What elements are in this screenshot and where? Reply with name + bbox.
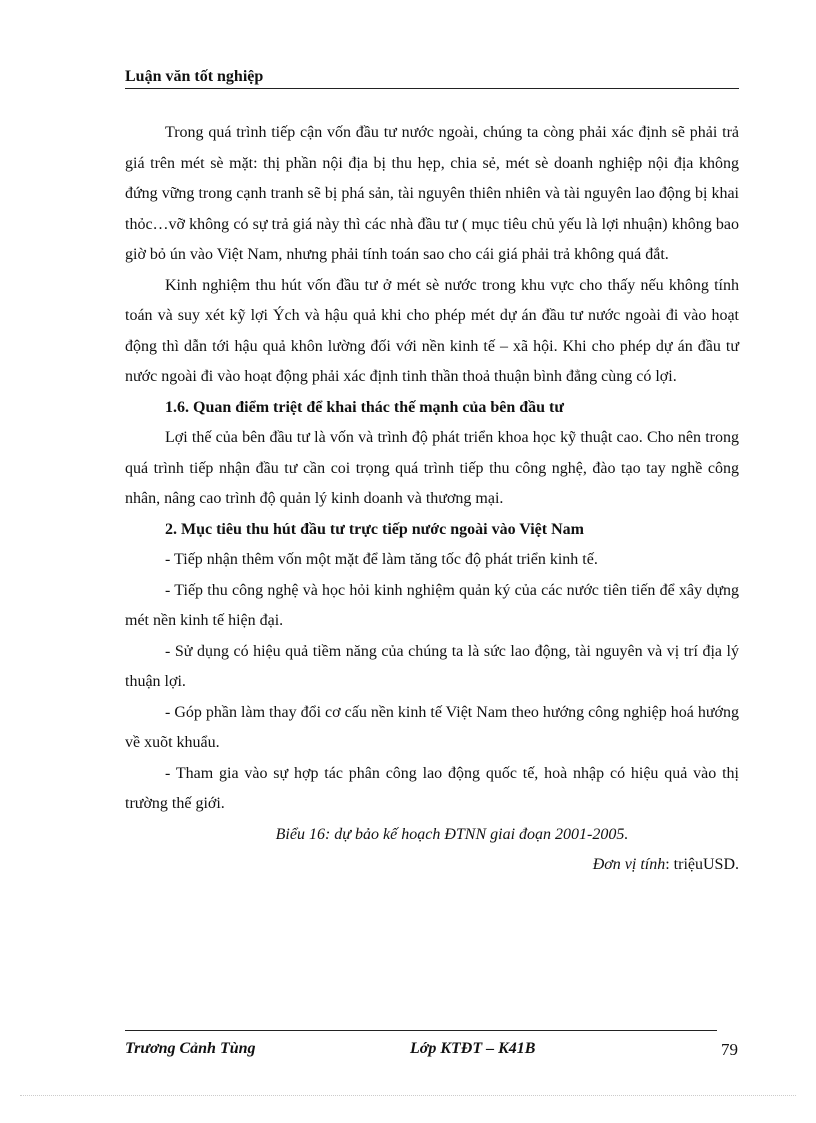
footer-author: Trương Cảnh Tùng — [125, 1040, 256, 1057]
page-number: 79 — [721, 1040, 738, 1059]
table-caption: Biểu 16: dự bảo kế hoạch ĐTNN giai đoạn 2001-2005. — [275, 825, 629, 843]
document-body — [125, 118, 739, 881]
unit-label: Đơn vị tính — [592, 856, 666, 873]
header-title: Luận văn tốt nghiệp — [125, 68, 264, 85]
page-bottom-border — [20, 1095, 796, 1096]
paragraph-cost: Trong quá trình tiếp cận vốn đầu tư nước ngoài, chúng ta còng phải xác định sẽ phải trả giá trên mét sè mặt: thị phần nội địa bị thu hẹp, chia sẻ, mét sè doanh nghiệp nội địa không đứng vững trong cạnh tranh sẽ bị phá sản, tài nguyên thiên nhiên và tài nguyên lao động bị khai thỏc…vỡ không có sự trả giá này thì các nhà đầu tư ( mục tiêu chủ yếu là lợi nhuận) không bao giờ bỏ ún vào Việt Nam, nhưng phải tính toán sao cho cái giá phải trả không quá đắt. — [125, 124, 739, 263]
section-heading-2: 2. Mục tiêu thu hút đầu tư trực tiếp nước ngoài vào Việt Nam — [165, 520, 584, 538]
unit-note — [125, 850, 739, 881]
list-item: - Góp phần làm thay đổi cơ cấu nền kinh tế Việt Nam theo hướng công nghiệp hoá hướng về xuõt khuẩu. — [125, 703, 739, 751]
header-rule — [125, 88, 739, 89]
section-heading-1-6: 1.6. Quan điểm triệt để khai thác thế mạnh của bên đầu tư — [165, 398, 564, 416]
footer-rule — [125, 1030, 717, 1031]
unit-value: : triệuUSD. — [665, 856, 739, 873]
paragraph-experience: Kinh nghiệm thu hút vốn đầu tư ở mét sè nước trong khu vực cho thấy nếu không tính toán và suy xét kỹ lợi Ých và hậu quả khi cho phép mét dự án đầu tư nước ngoài đi vào hoạt động thì dẫn tới hậu quả khôn lường đối với nền kinh tế – xã hội. Khi cho phép dự án đầu tư nước ngoài đi vào hoạt động phải xác định tinh thần thoả thuận bình đẳng cùng có lợi. — [125, 276, 739, 385]
list-item: - Tiếp nhận thêm vốn một mặt để làm tăng tốc độ phát triển kinh tế. — [165, 551, 598, 568]
footer-class: Lớp KTĐT – K41B — [410, 1040, 536, 1057]
paragraph-advantage: Lợi thế của bên đầu tư là vốn và trình độ phát triển khoa học kỹ thuật cao. Cho nên trong quá trình tiếp nhận đầu tư cần coi trọng quá trình tiếp thu công nghệ, đào tạo tay nghề công nhân, nâng cao trình độ quản lý kinh doanh và thương mại. — [125, 429, 739, 507]
list-item: - Sử dụng có hiệu quả tiềm năng của chúng ta là sức lao động, tài nguyên và vị trí địa lý thuận lợi. — [125, 642, 739, 690]
list-item: - Tiếp thu công nghệ và học hỏi kinh nghiệm quản ký của các nước tiên tiến để xây dựng mét nền kinh tế hiện đại. — [125, 581, 739, 629]
list-item: - Tham gia vào sự hợp tác phân công lao động quốc tế, hoà nhập có hiệu quả vào thị trường thế giới. — [125, 764, 739, 812]
